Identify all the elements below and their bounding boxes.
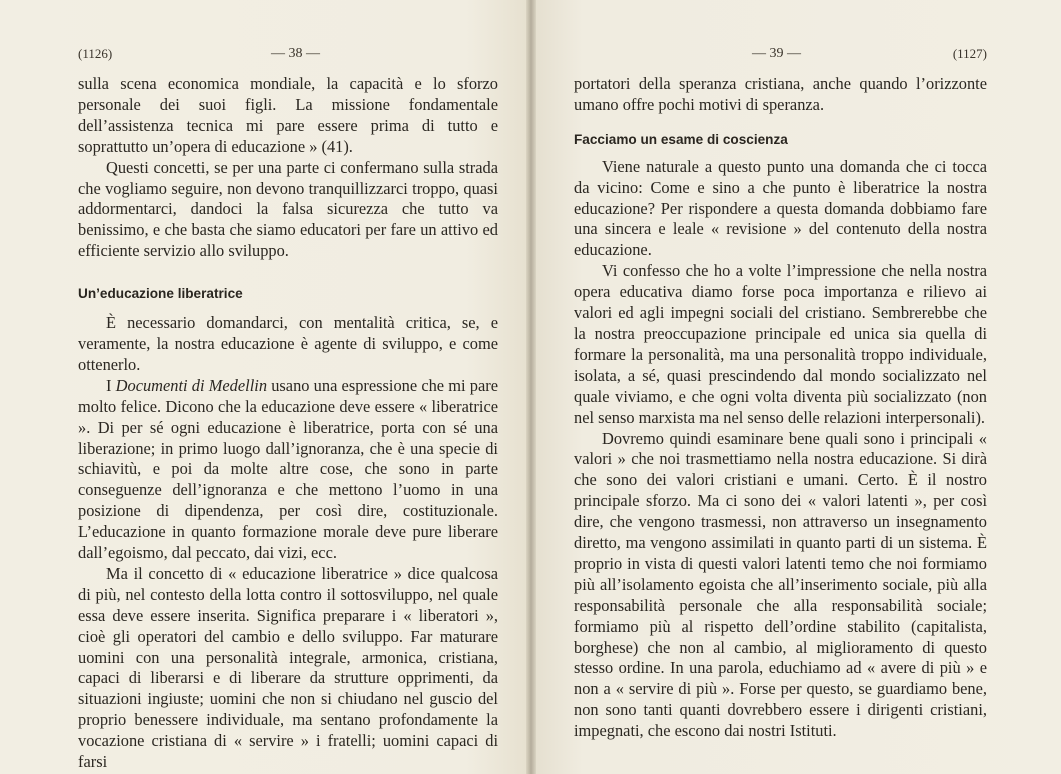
paragraph-text: I [106, 375, 116, 395]
document-title-italic: Documenti di Medellin [115, 375, 268, 395]
right-page [530, 0, 1061, 774]
left-page [0, 0, 530, 774]
paragraph: È necessario domandarci, con mentalità critica, se, e veramente, la nostra educazione è agente di sviluppo, e come ottenerlo. [78, 313, 498, 374]
book-gutter [526, 0, 536, 774]
paragraph: sulla scena economica mondiale, la capacità e lo sforzo personale dei suoi figli. La missione fondamentale dell’assistenza tecnica mi pare essere prima di tutto e soprattutto un’opera di educazione » (41). [78, 74, 498, 156]
paragraph: Ma il concetto di « educazione liberatrice » dice qualcosa di più, nel contesto della lotta contro il sottosviluppo, nel quale essa deve essere inserita. Significa preparare i « liberatori », cioè gli operatori del cambio e dello sviluppo. Far maturare uomini con una personalità integrale, armonica, cristiana, capaci di liberarsi e di liberare da strutture opprimenti, da situazioni ingiuste; uomini che non si chiudano nel guscio del proprio benessere individuale, ma sentano profondamente la vocazione cristiana di « servire » i fratelli; uomini capaci di farsi [78, 563, 498, 772]
right-page-body [574, 74, 987, 742]
paragraph: Vi confesso che ho a volte l’impressione che nella nostra opera educativa diamo forse poca importanza e rilievo ai valori ed agli impegni sociali del cristiano. Sembrerebbe che la nostra preoccupazione principale ed unica sia quella di formare la personalità, ma una personalità troppo individuale, isolata, a sé, quasi prescindendo dal mondo socializzato nel quale viviamo, e che ogni volta diventa più socializzato (non nel senso marxista ma nel senso delle relazioni interpersonali). [574, 261, 987, 427]
left-page-number-paren: (1126) [78, 46, 113, 61]
paragraph: Questi concetti, se per una parte ci confermano sulla strada che vogliamo seguire, non devono tranquillizzarci troppo, quasi addormentarci, dandoci la falsa sicurezza che tutto va benissimo, e che basta che siamo educatori per fare un attivo ed efficiente servizio allo sviluppo. [78, 157, 498, 261]
left-page-body [78, 74, 498, 773]
paragraph: Viene naturale a questo punto una domanda che ci tocca da vicino: Come e sino a che punto è liberatrice la nostra educazione? Per rispondere a questa domanda dobbiamo fare una sincera e leale « revisione » del contenuto della nostra educazione. [574, 156, 987, 260]
left-page-header [78, 42, 498, 66]
right-page-header [574, 42, 987, 66]
section-heading: Facciamo un esame di coscienza [574, 131, 788, 147]
paragraph: Dovremo quindi esaminare bene quali sono i principali « valori » che noi trasmettiamo nella nostra educazione. Si dirà che sono dei valori cristiani e umani. Certo. È il nostro principale sforzo. Ma ci sono dei « valori latenti », per così dire, che vengono trasmessi, non attraverso un insegnamento diretto, ma vengono assimilati in quanto parti di un sistema. È proprio in vista di questi valori latenti temo che noi formiamo più all’isolamento egoista che all’inserimento sociale, più alla responsabilità personale che alla responsabilità sociale; formiamo più al rispetto dell’ordine stabilito (capitalista, borghese) che non al cambio, al miglioramento di questo stesso ordine. In una parola, educhiamo ad « avere di più » e non a « servire di più ». Forse per questo, se guardiamo bene, non sono tanti quanti dovrebbero essere i dirigenti cristiani, impegnati, che escono dai nostri Istituti. [574, 428, 987, 741]
paragraph-text: usano una espressione che mi pare molto felice. Dicono che la educazione deve essere « liberatrice ». Di per sé ogni educazione è liberatrice, porta con sé una liberazione; in primo luogo dall’ignoranza, che è una specie di schiavitù, e poi da molte altre cose, che sono in parte conseguenze dell’ignoranza e che mettono l’uomo in una posizione di dipendenza, per così dire, costituzionale. L’educazione in quanto formazione morale deve pure liberare dall’egoismo, dal peccato, dai vizi, ecc. [78, 375, 498, 563]
right-page-number-paren: (1127) [952, 46, 987, 61]
left-page-number: — 38 — [271, 46, 320, 61]
paragraph: portatori della speranza cristiana, anche quando l’orizzonte umano offre pochi motivi di speranza. [574, 74, 987, 114]
paragraph [78, 376, 498, 564]
section-heading: Un’educazione liberatrice [78, 286, 243, 302]
right-page-number: — 39 — [752, 46, 801, 61]
